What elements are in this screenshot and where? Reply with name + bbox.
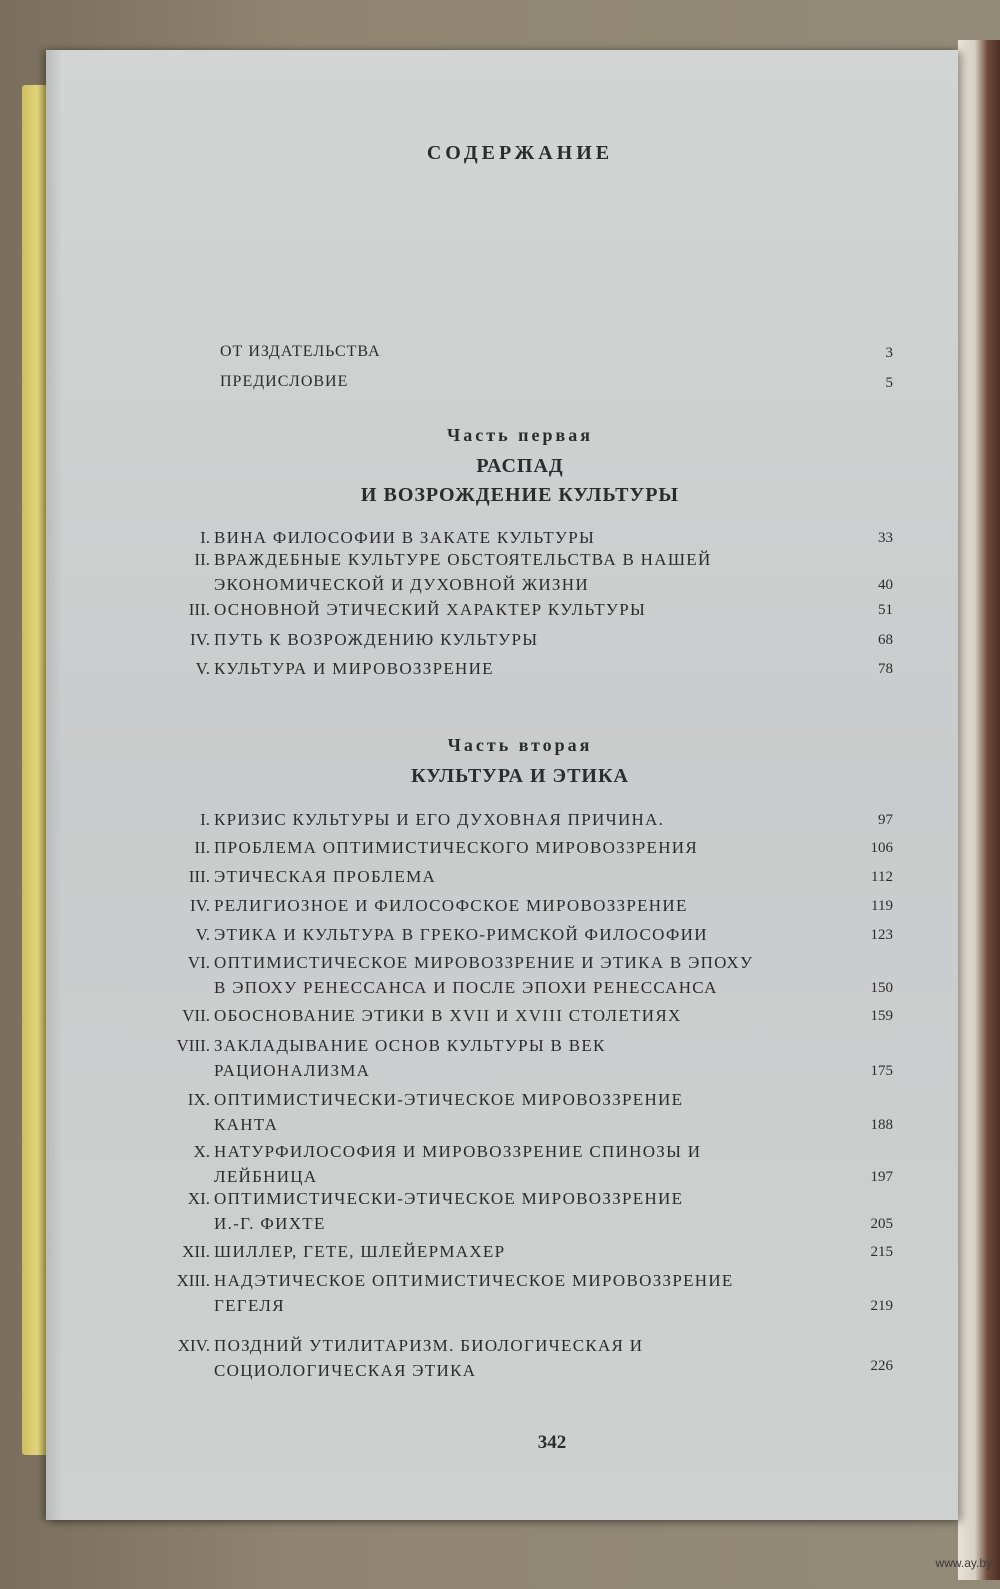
chapter-title-line: ОПТИМИСТИЧЕСКИ-ЭТИЧЕСКОЕ МИРОВОЗЗРЕНИЕ (214, 1090, 684, 1109)
chapter-title-line: ЭКОНОМИЧЕСКОЙ И ДУХОВНОЙ ЖИЗНИ (214, 575, 589, 594)
chapter-title-line: КРИЗИС КУЛЬТУРЫ И ЕГО ДУХОВНАЯ ПРИЧИНА. (214, 810, 665, 829)
chapter-number: II. (194, 550, 210, 569)
chapter-title-line: ОСНОВНОЙ ЭТИЧЕСКИЙ ХАРАКТЕР КУЛЬТУРЫ (214, 600, 647, 619)
chapter-page-number: 40 (878, 577, 893, 593)
front-matter-page: 3 (885, 345, 893, 361)
chapter-number: V. (195, 925, 210, 944)
chapter-number: VI. (187, 953, 210, 972)
watermark: www.ay.by (935, 1556, 992, 1570)
chapter-page-number: 188 (870, 1117, 893, 1133)
chapter-page-number: 51 (878, 602, 893, 618)
chapter-number: VII. (182, 1006, 210, 1025)
chapter-page-number: 219 (870, 1298, 893, 1314)
part-title: И ВОЗРОЖДЕНИЕ КУЛЬТУРЫ (360, 484, 680, 506)
front-matter-label: ПРЕДИСЛОВИЕ (220, 373, 349, 390)
chapter-page-number: 150 (870, 980, 893, 996)
chapter-title-line: РЕЛИГИОЗНОЕ И ФИЛОСОФСКОЕ МИРОВОЗЗРЕНИЕ (214, 896, 688, 915)
chapter-page-number: 226 (870, 1358, 893, 1374)
chapter-number: II. (194, 838, 210, 857)
chapter-page-number: 197 (870, 1169, 893, 1185)
chapter-title-line: ОПТИМИСТИЧЕСКИ-ЭТИЧЕСКОЕ МИРОВОЗЗРЕНИЕ (214, 1189, 684, 1208)
chapter-title-line: СОЦИОЛОГИЧЕСКАЯ ЭТИКА (214, 1361, 477, 1380)
page-title: СОДЕРЖАНИЕ (426, 142, 614, 164)
chapter-number: XIII. (176, 1271, 210, 1290)
chapter-title-line: В ЭПОХУ РЕНЕССАНСА И ПОСЛЕ ЭПОХИ РЕНЕССАНСА (214, 978, 718, 997)
chapter-title-line: ГЕГЕЛЯ (214, 1296, 285, 1315)
front-matter-page: 5 (885, 375, 893, 391)
chapter-title-line: ЛЕЙБНИЦА (214, 1167, 318, 1186)
chapter-page-number: 78 (878, 661, 893, 677)
chapter-number: XII. (182, 1242, 210, 1261)
chapter-number: III. (188, 867, 210, 886)
chapter-title-line: НАДЭТИЧЕСКОЕ ОПТИМИСТИЧЕСКОЕ МИРОВОЗЗРЕНИЕ (214, 1271, 734, 1290)
chapter-number: V. (195, 659, 210, 678)
front-matter-label: ОТ ИЗДАТЕЛЬСТВА (220, 343, 381, 360)
chapter-title-line: ЭТИКА И КУЛЬТУРА В ГРЕКО-РИМСКОЙ ФИЛОСОФИИ (214, 925, 708, 944)
chapter-page-number: 97 (878, 812, 893, 828)
chapter-title-line: ОПТИМИСТИЧЕСКОЕ МИРОВОЗЗРЕНИЕ И ЭТИКА В ЭПОХУ (214, 953, 754, 972)
part-label: Часть вторая (447, 735, 593, 755)
chapter-page-number: 68 (878, 632, 893, 648)
chapter-title-line: ОБОСНОВАНИЕ ЭТИКИ В XVII И XVIII СТОЛЕТИЯХ (214, 1006, 682, 1025)
chapter-title-line: ВИНА ФИЛОСОФИИ В ЗАКАТЕ КУЛЬТУРЫ (214, 528, 596, 547)
chapter-page-number: 123 (870, 927, 893, 943)
page-number: 342 (537, 1432, 567, 1453)
chapter-number: X. (193, 1142, 210, 1161)
chapter-title-line: ПУТЬ К ВОЗРОЖДЕНИЮ КУЛЬТУРЫ (214, 630, 539, 649)
chapter-number: XIV. (177, 1336, 210, 1355)
chapter-title-line: ЗАКЛАДЫВАНИЕ ОСНОВ КУЛЬТУРЫ В ВЕК (214, 1036, 606, 1055)
chapter-title-line: РАЦИОНАЛИЗМА (214, 1061, 371, 1080)
chapter-title-line: ПРОБЛЕМА ОПТИМИСТИЧЕСКОГО МИРОВОЗЗРЕНИЯ (214, 838, 699, 857)
chapter-page-number: 33 (878, 530, 893, 546)
chapter-title-line: ВРАЖДЕБНЫЕ КУЛЬТУРЕ ОБСТОЯТЕЛЬСТВА В НАШЕЙ (214, 550, 712, 569)
chapter-title-line: И.-Г. ФИХТЕ (214, 1214, 326, 1233)
chapter-title-line: КУЛЬТУРА И МИРОВОЗЗРЕНИЕ (214, 659, 494, 678)
chapter-page-number: 159 (870, 1008, 893, 1024)
chapter-page-number: 106 (870, 840, 893, 856)
chapter-page-number: 119 (871, 898, 893, 914)
chapter-number: I. (200, 810, 210, 829)
chapter-page-number: 205 (870, 1216, 893, 1232)
chapter-title-line: ЭТИЧЕСКАЯ ПРОБЛЕМА (214, 867, 437, 886)
chapter-title-line: ШИЛЛЕР, ГЕТЕ, ШЛЕЙЕРМАХЕР (214, 1242, 506, 1261)
chapter-title-line: ПОЗДНИЙ УТИЛИТАРИЗМ. БИОЛОГИЧЕСКАЯ И (214, 1336, 644, 1355)
chapter-title-line: НАТУРФИЛОСОФИЯ И МИРОВОЗЗРЕНИЕ СПИНОЗЫ И (214, 1142, 702, 1161)
chapter-page-number: 112 (871, 869, 893, 885)
chapter-number: XI. (187, 1189, 210, 1208)
chapter-page-number: 215 (870, 1244, 893, 1260)
chapter-number: IV. (190, 896, 210, 915)
chapter-number: IX. (187, 1090, 210, 1109)
chapter-number: IV. (190, 630, 210, 649)
part-title: РАСПАД (476, 455, 564, 477)
chapter-title-line: КАНТА (214, 1115, 279, 1134)
chapter-number: VIII. (176, 1036, 210, 1055)
part-title: КУЛЬТУРА И ЭТИКА (411, 765, 629, 787)
chapter-number: III. (188, 600, 210, 619)
chapter-number: I. (200, 528, 210, 547)
chapter-page-number: 175 (870, 1063, 893, 1079)
page-edges (958, 40, 1000, 1580)
part-label: Часть первая (447, 425, 593, 445)
